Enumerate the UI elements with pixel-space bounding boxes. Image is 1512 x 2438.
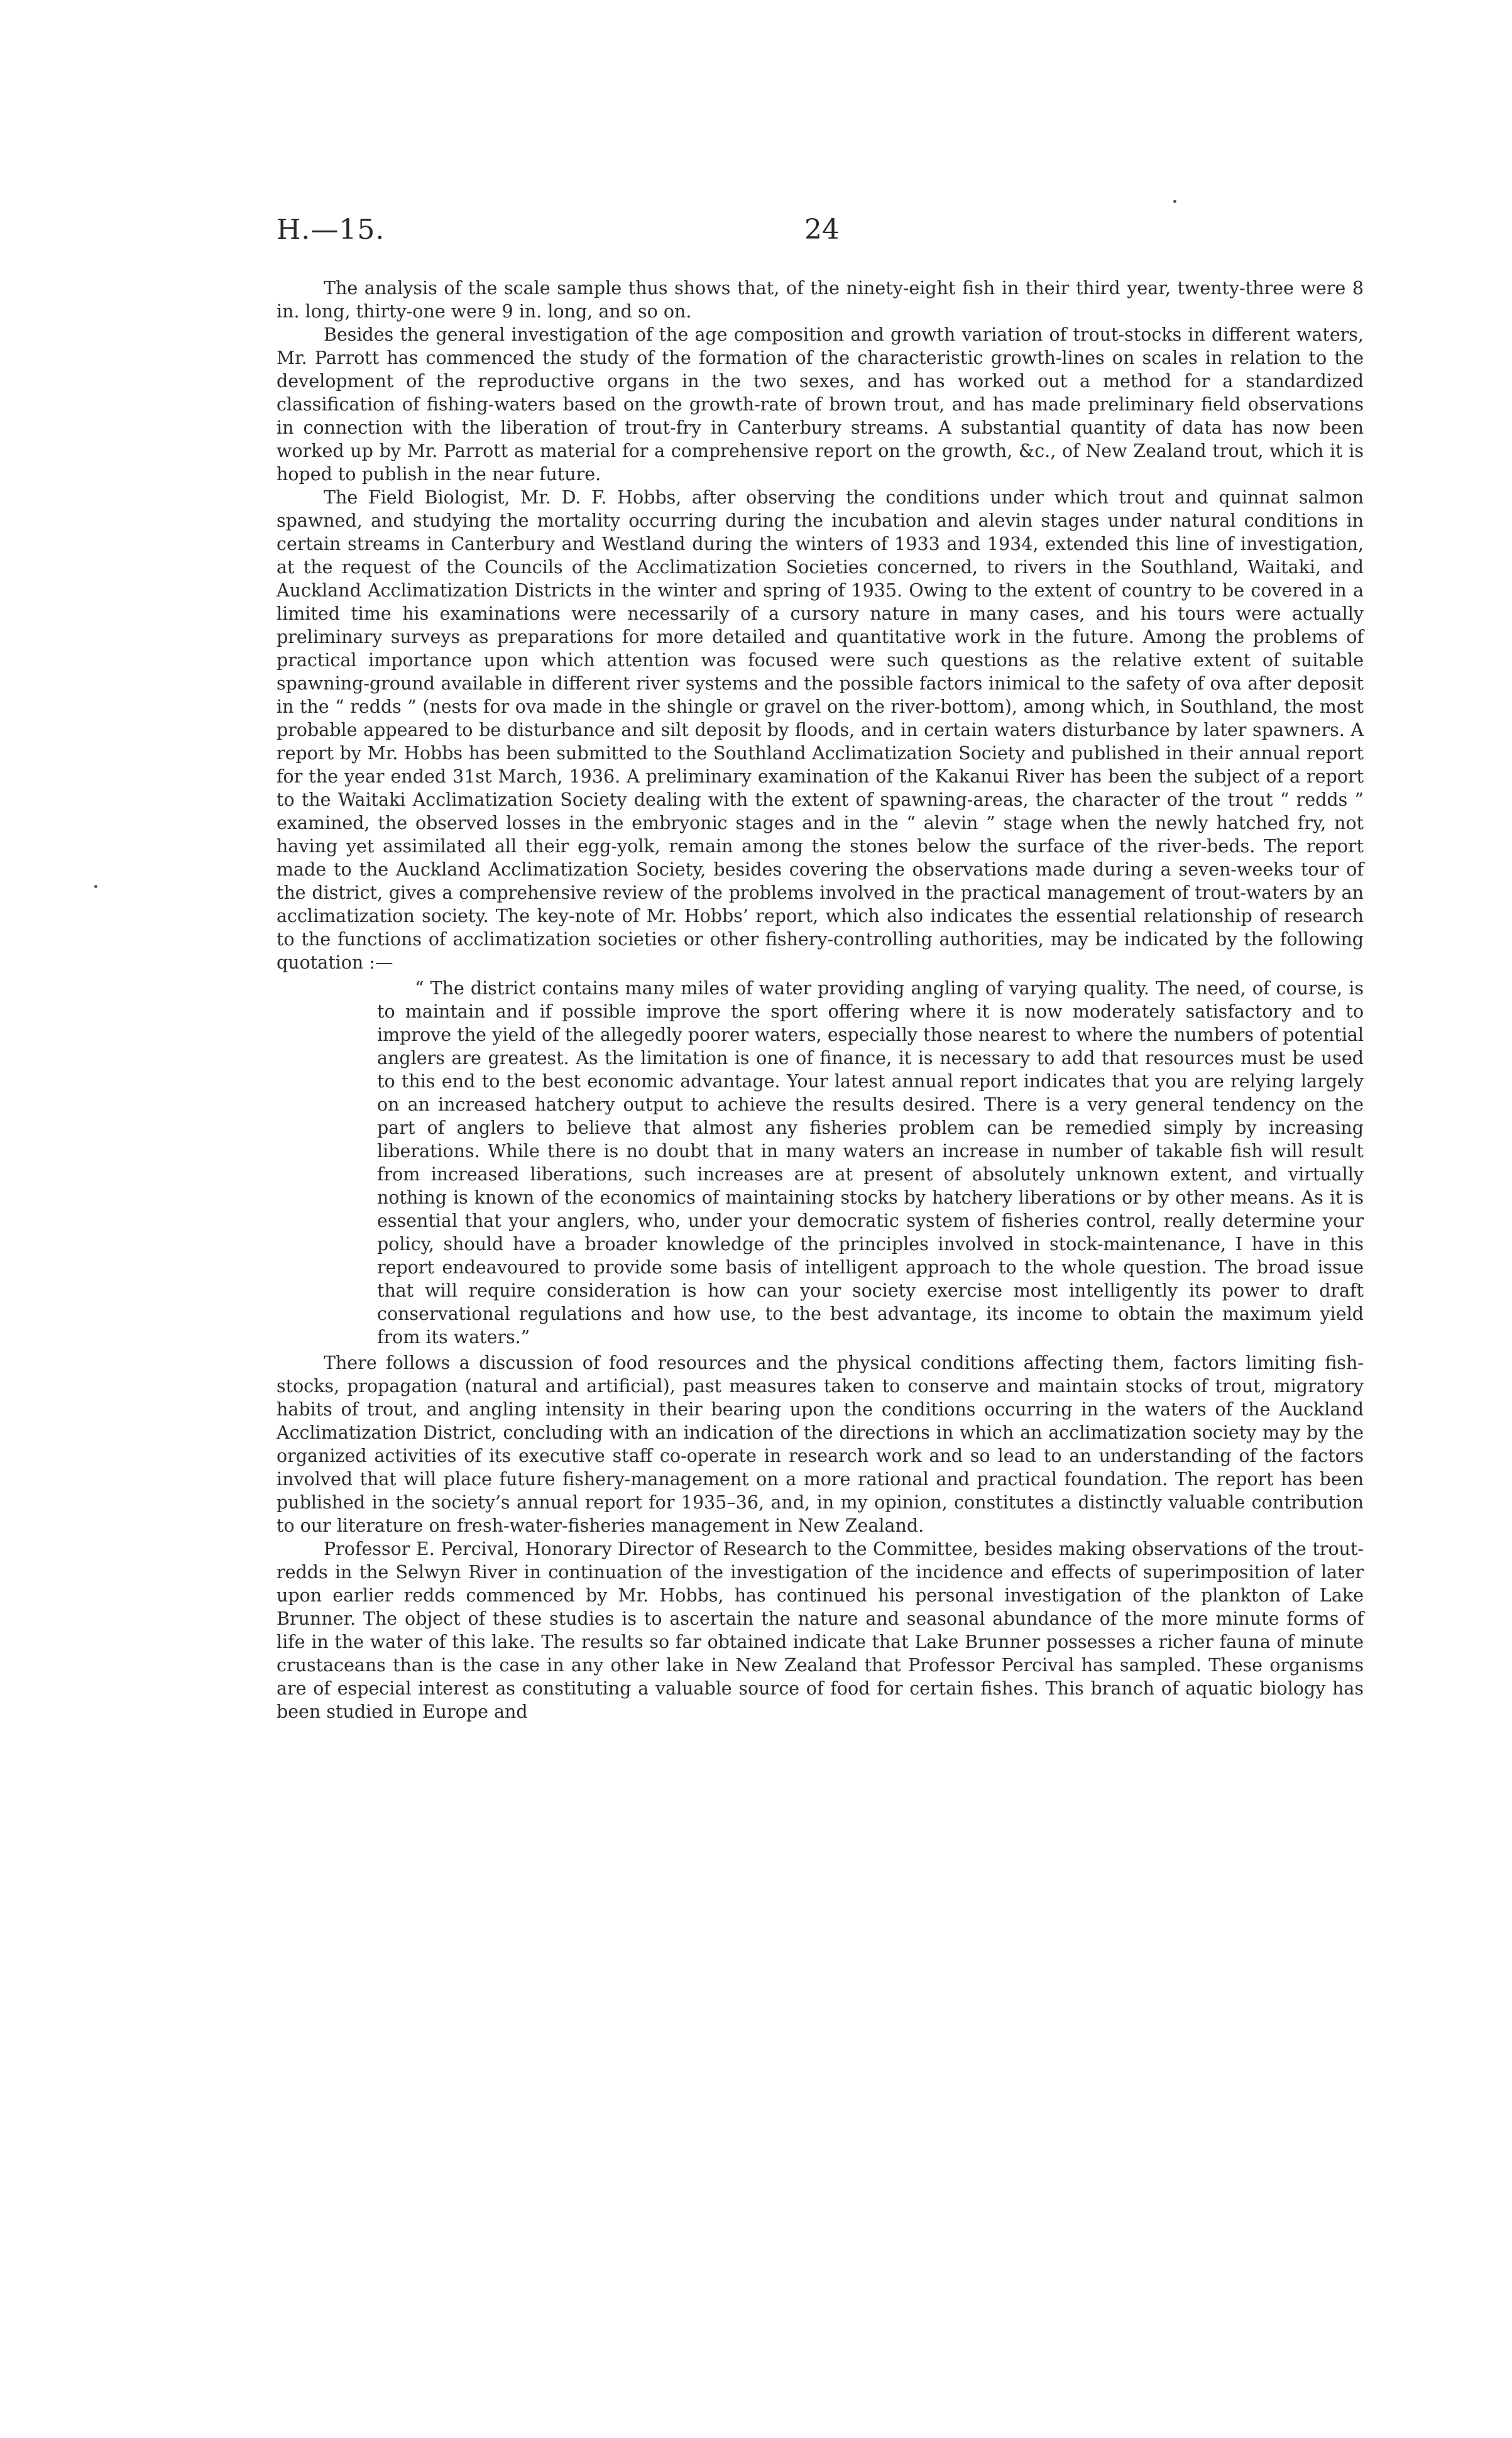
scan-speck bbox=[1173, 200, 1176, 203]
document-reference: H.—15. bbox=[277, 214, 385, 246]
body-text bbox=[277, 277, 1364, 1723]
page-header bbox=[277, 214, 1364, 258]
paragraph: There follows a discussion of food resources and the physical conditions affecting them, factors limiting fish-stocks, propagation (natural and artificial), past measures taken to conserve and maintain stocks of trout, migratory habits of trout, and angling intensity in their bearing upon the conditions occurring in the waters of the Auckland Acclimatization District, concluding with an indication of the directions in which an acclimatization society may by the organized activities of its executive staff co-operate in research work and so lead to an understanding of the factors involved that will place future fishery-management on a more rational and practical foundation. The report has been published in the society’s annual report for 1935–36, and, in my opinion, constitutes a distinctly valuable contribution to our literature on fresh-water-fisheries management in New Zealand. bbox=[277, 1353, 1364, 1536]
paragraph: Professor E. Percival, Honorary Director of Research to the Committee, besides making observations of the trout-redds in the Selwyn River in continuation of the investigation of the incidence and effects of superimposition of later upon earlier redds commenced by Mr. Hobbs, has continued his personal investigation of the plankton of Lake Brunner. The object of these studies is to ascertain the nature and seasonal abundance of the more minute forms of life in the water of this lake. The results so far obtained indicate that Lake Brunner possesses a richer fauna of minute crustaceans than is the case in any other lake in New Zealand that Professor Percival has sampled. These organisms are of especial interest as constituting a valuable source of food for certain fishes. This branch of aquatic biology has been studied in Europe and bbox=[277, 1539, 1364, 1722]
paragraph: Besides the general investigation of the age composition and growth variation of trout-stocks in different waters, Mr. Parrott has commenced the study of the formation of the characteristic growth-lines on scales in relation to the development of the reproductive organs in the two sexes, and has worked out a method for a standardized classification of fishing-waters based on the growth-rate of brown trout, and has made preliminary field observations in connection with the liberation of trout-fry in Canterbury streams. A substantial quantity of data has now been worked up by Mr. Parrott as material for a comprehensive report on the growth, &c., of New Zealand trout, which it is hoped to publish in the near future. bbox=[277, 324, 1364, 485]
paragraph: The analysis of the scale sample thus shows that, of the ninety-eight fish in their third year, twenty-three were 8 in. long, thirty-one were 9 in. long, and so on. bbox=[277, 278, 1364, 322]
page-number: 24 bbox=[804, 214, 840, 246]
block-quotation: “ The district contains many miles of water providing angling of varying quality. The need, of course, is to maintain and if possible improve the sport offering where it is now moderately satisfactory and to improve the yield of the allegedly poorer waters, especially those nearest to where the numbers of potential anglers are greatest. As the limitation is one of finance, it is necessary to add that resources must be used to this end to the best economic advantage. Your latest annual report indicates that you are relying largely on an increased hatchery output to achieve the results desired. There is a very general tendency on the part of anglers to believe that almost any fisheries problem can be remedied simply by increasing liberations. While there is no doubt that in many waters an increase in number of takable fish will result from increased liberations, such increases are at present of absolutely unknown extent, and virtually nothing is known of the economics of maintaining stocks by hatchery liberations or by other means. As it is essential that your anglers, who, under your democratic system of fisheries control, really determine your policy, should have a broader knowledge of the principles involved in stock-maintenance, I have in this report endeavoured to provide some basis of intelligent approach to the whole question. The broad issue that will require consideration is how can your society exercise most intelligently its power to draft conservational regulations and how use, to the best advantage, its income to obtain the maximum yield from its waters.” bbox=[377, 978, 1364, 1348]
scan-speck bbox=[94, 885, 97, 888]
paragraph: The Field Biologist, Mr. D. F. Hobbs, after observing the conditions under which trout and quinnat salmon spawned, and studying the mortality occurring during the incubation and alevin stages under natural conditions in certain streams in Canterbury and Westland during the winters of 1933 and 1934, extended this line of investigation, at the request of the Councils of the Acclimatization Societies concerned, to rivers in the Southland, Waitaki, and Auckland Acclimatization Districts in the winter and spring of 1935. Owing to the extent of country to be covered in a limited time his examinations were necessarily of a cursory nature in many cases, and his tours were actually preliminary surveys as preparations for more detailed and quantitative work in the future. Among the problems of practical importance upon which attention was focused were such questions as the relative extent of suitable spawning-ground available in different river systems and the possible factors inimical to the safety of ova after deposit in the “ redds ” (nests for ova made in the shingle or gravel on the river-bottom), among which, in Southland, the most probable appeared to be disturbance and silt deposit by floods, and in certain waters disturbance by later spawners. A report by Mr. Hobbs has been submitted to the Southland Acclimatization Society and published in their annual report for the year ended 31st March, 1936. A preliminary examination of the Kakanui River has been the subject of a report to the Waitaki Acclimatization Society dealing with the extent of spawning-areas, the character of the trout “ redds ” examined, the observed losses in the embryonic stages and in the “ alevin ” stage when the newly hatched fry, not having yet assimilated all their egg-yolk, remain among the stones below the surface of the river-beds. The report made to the Auckland Acclimatization Society, besides covering the observations made during a seven-weeks tour of the district, gives a comprehensive review of the problems involved in the practical management of trout-waters by an acclimatization society. The key-note of Mr. Hobbs’ report, which also indicates the essential relationship of research to the functions of acclimatization societies or other fishery-controlling authorities, may be indicated by the following quotation :— bbox=[277, 487, 1364, 973]
